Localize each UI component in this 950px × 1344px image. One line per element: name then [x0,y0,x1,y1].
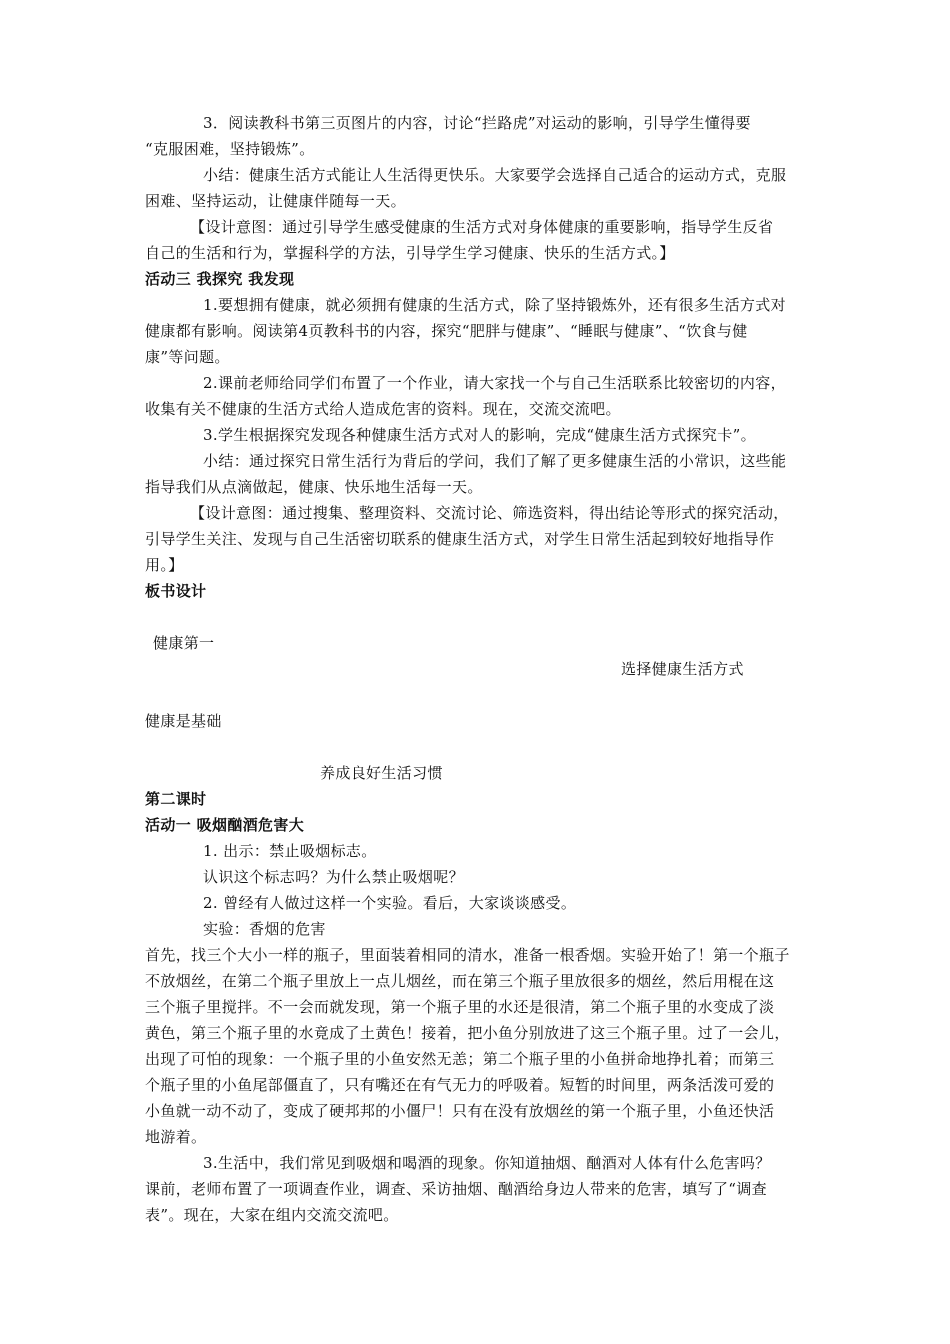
activity-heading: 活动三 我探究 我发现 [145,270,295,288]
paragraph-line: 1. 出示：禁止吸烟标志。 [203,842,377,860]
board-text: 健康是基础 [145,712,222,730]
paragraph-line: 健康都有影响。阅读第4页教科书的内容，探究“肥胖与健康”、“睡眠与健康”、“饮食与健 [145,322,748,340]
design-intent-line: 用。】 [145,556,184,574]
paragraph-line: 康”等问题。 [145,348,230,366]
experiment-line: 首先，找三个大小一样的瓶子，里面装着相同的清水，准备一根香烟。实验开始了！第一个瓶子 [145,946,790,964]
paragraph-line: 实验：香烟的危害 [203,920,326,938]
experiment-line: 个瓶子里的小鱼尾部僵直了，只有嘴还在有气无力的呼吸着。短暂的时间里，两条活泼可爱的 [145,1076,775,1094]
paragraph-line: 2. 曾经有人做过这样一个实验。看后，大家谈谈感受。 [203,894,577,912]
experiment-line: 不放烟丝，在第二个瓶子里放上一点儿烟丝，而在第三个瓶子里放很多的烟丝，然后用棍在这 [145,972,775,990]
lesson-heading: 第二课时 [145,790,207,808]
paragraph-line: 表”。现在，大家在组内交流交流吧。 [145,1206,399,1224]
design-intent-line: 引导学生关注、发现与自己生活密切联系的健康生活方式，对学生日常生活起到较好地指导作 [145,530,775,548]
board-text: 养成良好生活习惯 [320,764,443,782]
experiment-line: 黄色，第三个瓶子里的水竟成了土黄色！接着，把小鱼分别放进了这三个瓶子里。过了一会儿， [145,1024,790,1042]
activity-heading: 活动一 吸烟酗酒危害大 [145,816,305,834]
experiment-line: 出现了可怕的现象：一个瓶子里的小鱼安然无恙；第二个瓶子里的小鱼拼命地挣扎着；而第三 [145,1050,775,1068]
experiment-line: 地游着。 [145,1128,207,1146]
paragraph-line: 1.要想拥有健康，就必须拥有健康的生活方式，除了坚持锻炼外，还有很多生活方式对 [203,296,786,314]
paragraph-line: 3.生活中，我们常见到吸烟和喝酒的现象。你知道抽烟、酗酒对人体有什么危害吗？ [203,1154,771,1172]
board-text: 健康第一 [153,634,215,652]
paragraph-line: 3.学生根据探究发现各种健康生活方式对人的影响，完成“健康生活方式探究卡”。 [203,426,756,444]
summary-line: 小结：通过探究日常生活行为背后的学问，我们了解了更多健康生活的小常识，这些能 [203,452,787,470]
section-heading: 板书设计 [145,582,207,600]
summary-line: 指导我们从点滴做起，健康、快乐地生活每一天。 [145,478,483,496]
experiment-line: 三个瓶子里搅拌。不一会而就发现，第一个瓶子里的水还是很清，第二个瓶子里的水变成了淡 [145,998,775,1016]
paragraph-line: 2.课前老师给同学们布置了一个作业，请大家找一个与自己生活联系比较密切的内容， [203,374,786,392]
design-intent-line: 自己的生活和行为，掌握科学的方法，引导学生学习健康、快乐的生活方式。】 [145,244,675,262]
summary-line: 困难、坚持运动，让健康伴随每一天。 [145,192,406,210]
design-intent-line: 【设计意图：通过引导学生感受健康的生活方式对身体健康的重要影响，指导学生反省 [190,218,774,236]
paragraph-line: “克服困难，坚持锻炼”。 [145,140,315,158]
design-intent-line: 【设计意图：通过搜集、整理资料、交流讨论、筛选资料，得出结论等形式的探究活动， [190,504,789,522]
board-text: 选择健康生活方式 [621,660,744,678]
experiment-line: 小鱼就一动不动了，变成了硬邦邦的小僵尸！只有在没有放烟丝的第一个瓶子里，小鱼还快活 [145,1102,775,1120]
paragraph-line: 认识这个标志吗？为什么禁止吸烟呢？ [203,868,464,886]
paragraph-line: 3．阅读教科书第三页图片的内容，讨论“拦路虎”对运动的影响，引导学生懂得要 [203,114,751,132]
paragraph-line: 收集有关不健康的生活方式给人造成危害的资料。现在，交流交流吧。 [145,400,621,418]
summary-line: 小结：健康生活方式能让人生活得更快乐。大家要学会选择自己适合的运动方式，克服 [203,166,787,184]
paragraph-line: 课前，老师布置了一项调查作业，调查、采访抽烟、酗酒给身边人带来的危害，填写了“调查 [145,1180,768,1198]
